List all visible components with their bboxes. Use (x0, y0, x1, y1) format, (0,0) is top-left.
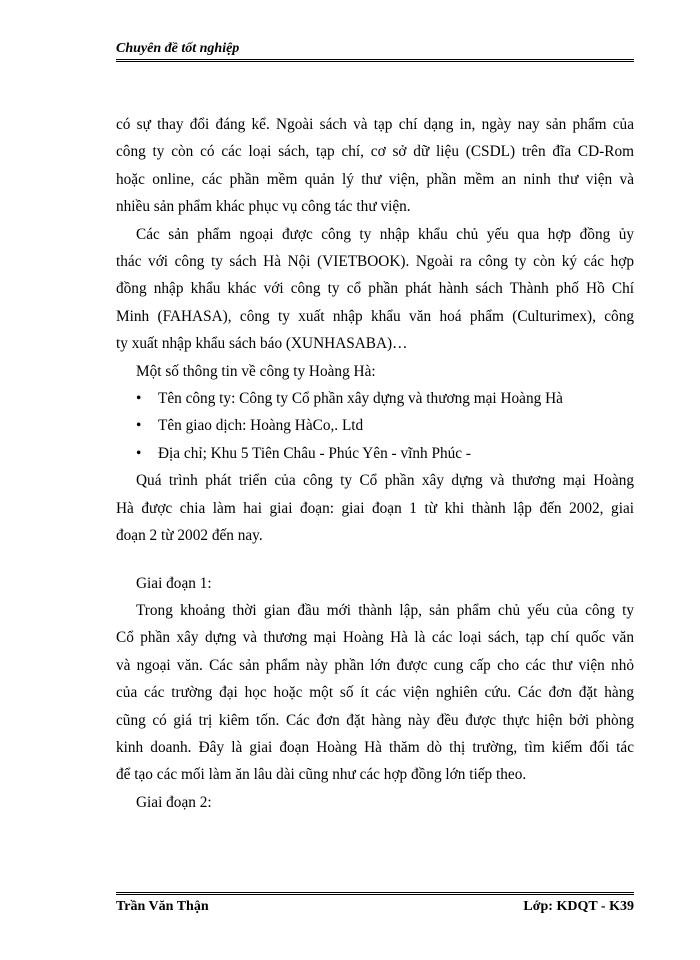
stage-2-heading: Giai đoạn 2: (136, 793, 212, 811)
text-line: ty xuất nhập khẩu sách báo (XUNHASABA)… (116, 335, 408, 353)
paragraph-2 (116, 221, 634, 358)
bullet-icon: • (136, 444, 142, 462)
text-line: Hà được chia làm hai giai đoạn: giai đoạn 1 từ khi thành lập đến 2002, giai (116, 499, 634, 517)
text-line: của các trường đại học hoặc một số ít các viện nghiên cứu. Các đơn đặt hàng (116, 684, 634, 702)
text-line: đoạn 2 từ 2002 đến nay. (116, 527, 263, 545)
list-item-text: Địa chỉ; Khu 5 Tiên Châu - Phúc Yên - vĩnh Phúc - (158, 444, 471, 462)
footer-rule (116, 892, 634, 895)
list-item (116, 440, 634, 467)
document-body (116, 111, 634, 816)
footer-author: Trần Văn Thận (116, 899, 209, 914)
text-line: nhiều sản phẩm khác phục vụ công tác thư viện. (116, 198, 411, 216)
footer-class: Lớp: KDQT - K39 (523, 899, 634, 914)
paragraph-4 (116, 467, 634, 549)
text-line: Cổ phần xây dựng và thương mại Hoàng Hà là các loại sách, tạp chí quốc văn (116, 629, 634, 647)
list-item-text: Tên giao dịch: Hoàng HàCo,. Ltd (158, 417, 364, 435)
text-line: để tạo các mối làm ăn lâu dài cũng như các hợp đồng lớn tiếp theo. (116, 766, 527, 784)
text-line: Các sản phẩm ngoại được công ty nhập khẩu chủ yếu qua hợp đồng ủy (136, 225, 634, 243)
paragraph-3: Một số thông tin về công ty Hoàng Hà: (136, 362, 376, 380)
paragraph-5 (116, 597, 634, 789)
bullet-icon: • (136, 417, 142, 435)
text-line: kinh doanh. Đây là giai đoạn Hoàng Hà thăm dò thị trường, tìm kiếm đối tác (116, 738, 634, 756)
header-rule (116, 59, 634, 62)
text-line: hoặc online, các phần mềm quản lý thư viện, phần mềm an ninh thư viện và (116, 170, 634, 188)
text-line: Quá trình phát triển của công ty Cổ phần xây dựng và thương mại Hoàng (136, 472, 634, 490)
text-line: và ngoại văn. Các sản phẩm này phần lớn được cung cấp cho các thư viện nhỏ (116, 656, 634, 674)
text-line: công ty còn có các loại sách, tạp chí, cơ sở dữ liệu (CSDL) trên đĩa CD-Rom (116, 143, 634, 161)
stage-1-heading: Giai đoạn 1: (136, 574, 212, 592)
text-line: thác với công ty sách Hà Nội (VIETBOOK). Ngoài ra công ty còn ký các hợp (116, 253, 634, 271)
paragraph-1 (116, 111, 634, 221)
text-line: Trong khoảng thời gian đầu mới thành lập, sản phẩm chủ yếu của công ty (136, 601, 634, 619)
text-line: Minh (FAHASA), công ty xuất nhập khẩu văn hoá phẩm (Culturimex), công (116, 307, 634, 325)
page-header (116, 40, 634, 58)
text-line: cũng có giá trị kiêm tốn. Các đơn đặt hàng này đều được thực hiện bởi phòng (116, 711, 634, 729)
list-item (116, 385, 634, 412)
text-line: có sự thay đổi đáng kể. Ngoài sách và tạp chí dạng in, ngày nay sản phẩm của (116, 116, 634, 133)
list-item (116, 412, 634, 439)
company-info-list (116, 385, 634, 467)
list-item-text: Tên công ty: Công ty Cổ phần xây dựng và thương mại Hoàng Hà (158, 390, 563, 408)
spacer (116, 550, 634, 570)
header-title: Chuyên đề tốt nghiệp (116, 41, 240, 56)
text-line: đồng nhập khẩu khác với công ty cổ phần phát hành sách Thành phố Hồ Chí (116, 280, 634, 298)
bullet-icon: • (136, 390, 142, 408)
